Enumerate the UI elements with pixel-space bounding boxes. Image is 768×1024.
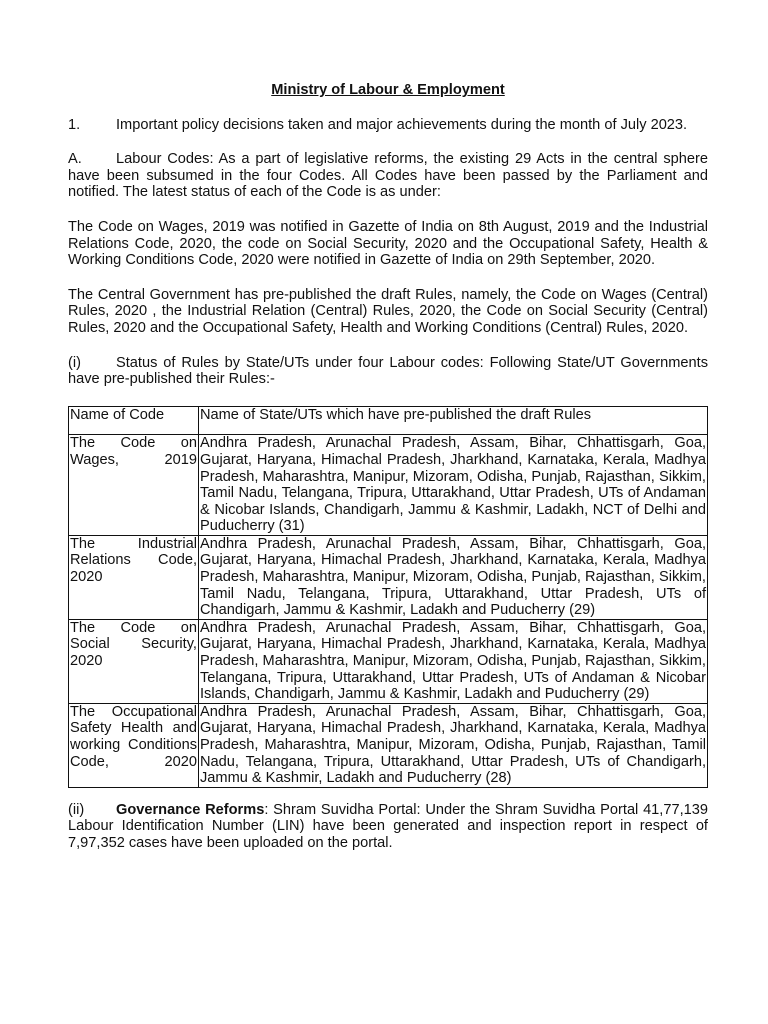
paragraph-1-text: Important policy decisions taken and major achievements during the month of July 2023. [116,116,688,133]
paragraph-ii-number: (ii) [68,801,85,818]
document-title: Ministry of Labour & Employment [271,82,505,98]
paragraph-a-number: A. [68,151,82,168]
table-cell-states: Andhra Pradesh, Arunachal Pradesh, Assam, Bihar, Chhattisgarh, Goa, Gujarat, Haryana, Himachal Pradesh, Jharkhand, Karnataka, Kerala, Madhya Pradesh, Maharashtra, Manipur, Mizoram, Odisha, Punjab, Rajasthan, Sikkim, Tamil Nadu, Telangana, Tripura, Uttarakhand, Uttar Pradesh, UTs of Andaman & Nicobar Islands, Chandigarh, Jammu & Kashmir, Ladakh, NCT of Delhi and Puducherry (31) [200,435,706,535]
table-header-row [69,406,708,435]
table-cell-states: Andhra Pradesh, Arunachal Pradesh, Assam, Bihar, Chhattisgarh, Goa, Gujarat, Haryana, Himachal Pradesh, Jharkhand, Karnataka, Kerala, Madhya Pradesh, Maharashtra, Manipur, Mizoram, Odisha, Punjab, Rajasthan, Tamil Nadu, Telangana, Tripura, Uttarakhand, Uttar Pradesh, UTs of Chandigarh, Jammu & Kashmir, Ladakh and Puducherry (28) [200,703,706,787]
table-cell-states: Andhra Pradesh, Arunachal Pradesh, Assam, Bihar, Chhattisgarh, Goa, Gujarat, Haryana, Himachal Pradesh, Jharkhand, Karnataka, Kerala, Madhya Pradesh, Maharashtra, Manipur, Mizoram, Odisha, Punjab, Rajasthan, Sikkim, Tamil Nadu, Telangana, Tripura, Uttarakhand, Uttar Pradesh, UTs of Chandigarh, Jammu & Kashmir, Ladakh and Puducherry (29) [200,535,706,619]
table-cell-code: The Industrial Relations Code, 2020 [69,535,199,619]
table-row [69,619,708,703]
table-cell-code: The Occupational Safety Health and working Conditions Code, 2020 [69,703,199,787]
paragraph-1-number: 1. [68,116,81,133]
table-row [69,703,708,787]
paragraph-ii [68,802,708,852]
table-cell-states: Andhra Pradesh, Arunachal Pradesh, Assam, Bihar, Chhattisgarh, Goa, Gujarat, Haryana, Himachal Pradesh, Jharkhand, Karnataka, Kerala, Madhya Pradesh, Maharashtra, Manipur, Mizoram, Odisha, Punjab, Rajasthan, Sikkim, Telangana, Tripura, Uttarakhand, Uttar Pradesh, UTs of Andaman & Nicobar Islands, Chandigarh, Jammu & Kashmir, Ladakh and Puducherry (29) [200,619,706,703]
table-header-states: Name of State/UTs which have pre-published the draft Rules [199,406,708,435]
paragraph-i-text: Status of Rules by State/UTs under four Labour codes: Following State/UT Governments have pre-published their Rules:- [68,354,708,388]
table-header-code: Name of Code [69,406,199,435]
paragraph-a [68,151,708,201]
paragraph-1 [68,117,708,134]
rules-status-table [68,406,708,788]
paragraph-code-on-wages-notification: The Code on Wages, 2019 was notified in Gazette of India on 8th August, 2019 and the Industrial Relations Code, 2020, the code on Social Security, 2020 and the Occupational Safety, Health & Working Conditions Code, 2020 were notified in Gazette of India on 29th September, 2020. [68,218,708,269]
paragraph-i [68,355,708,388]
table-row [69,535,708,619]
paragraph-a-text: Labour Codes: As a part of legislative reforms, the existing 29 Acts in the central sphere have been subsumed in the four Codes. All Codes have been passed by the Parliament and notified. The latest status of each of the Code is as under: [68,151,708,201]
table-cell-code: The Code on Wages, 2019 [69,435,199,536]
paragraph-i-number: (i) [68,354,81,371]
table-row [69,435,708,536]
table-cell-code: The Code on Social Security, 2020 [69,619,199,703]
paragraph-central-rules: The Central Government has pre-published the draft Rules, namely, the Code on Wages (Central) Rules, 2020 , the Industrial Relation (Central) Rules, 2020, the Code on Social Security (Central) Rules, 2020 and the Occupational Safety, Health and Working Conditions (Central) Rules, 2020. [68,286,708,336]
paragraph-ii-heading: Governance Reforms [116,801,265,818]
paragraph-ii-text: : Shram Suvidha Portal: Under the Shram Suvidha Portal 41,77,139 Labour Identification Number (LIN) have been generated and inspection report in respect of 7,97,352 cases have been uploaded on the portal. [68,801,708,851]
